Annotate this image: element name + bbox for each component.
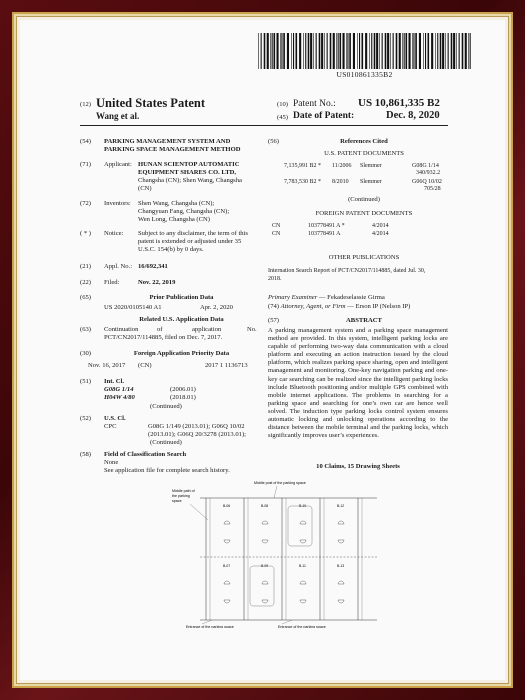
- inventor-short: Wang et al.: [96, 111, 140, 121]
- barcode-bar: [465, 33, 467, 69]
- other-pub-line-1: Internation Search Report of PCT/CN2017/114885, dated Jul. 30,: [268, 268, 426, 274]
- barcode-bar: [324, 33, 325, 69]
- barcode-bar: [319, 33, 321, 69]
- barcode-bar: [459, 33, 460, 69]
- slot-label: B-06: [223, 504, 231, 508]
- barcode-bar: [470, 33, 471, 69]
- references-heading: References Cited: [340, 138, 388, 145]
- barcode-bar: [385, 33, 387, 69]
- attorney-label: Attorney, Agent, or Firm: [280, 303, 346, 310]
- examiner-label: Primary Examiner: [268, 294, 318, 301]
- parking-lock: [224, 581, 230, 584]
- barcode-bar: [296, 33, 298, 69]
- barcode-bar: [340, 33, 342, 69]
- barcode-bar: [281, 33, 282, 69]
- barcode-bar: [349, 33, 351, 69]
- barcode-bar: [423, 33, 424, 69]
- claims-summary: 10 Claims, 15 Drawing Sheets: [316, 463, 400, 470]
- barcode-bar: [264, 33, 266, 69]
- parking-lock: [262, 600, 268, 603]
- parking-lock: [262, 521, 268, 524]
- filed-label: Filed:: [104, 279, 120, 286]
- appl-number: 16/692,341: [138, 263, 168, 270]
- foreign-ref-2-country: CN: [272, 231, 281, 237]
- barcode-bar: [390, 33, 391, 69]
- barcode: [258, 33, 471, 69]
- num-57: (57): [268, 317, 279, 324]
- barcode-bar: [437, 33, 438, 69]
- cpc-line-1: G08G 1/149 (2013.01); G06Q 10/02: [148, 423, 245, 430]
- barcode-bar: [293, 33, 294, 69]
- barcode-bar: [299, 33, 301, 69]
- num-58: (58): [80, 451, 91, 458]
- barcode-bar: [305, 33, 306, 69]
- foreign-date: Nov. 16, 2017: [88, 362, 126, 369]
- abstract-heading: ABSTRACT: [346, 317, 382, 324]
- num-21: (21): [80, 263, 91, 270]
- notice-line-3: U.S.C. 154(b) by 0 days.: [138, 246, 204, 253]
- continuation-word-4: No.: [247, 326, 257, 333]
- barcode-bar: [359, 33, 360, 69]
- barcode-bar: [274, 33, 276, 69]
- inventor-2: Changyuan Fang, Changsha (CN);: [138, 208, 230, 215]
- slot-label: B-11: [299, 564, 306, 568]
- us-ref-1-date: 11/2006: [332, 163, 352, 169]
- parking-lock: [300, 581, 306, 584]
- barcode-bar: [321, 33, 323, 69]
- foreign-app-number: 2017 1 1136713: [205, 362, 248, 369]
- entrance-leader: [282, 620, 292, 624]
- barcode-bar: [425, 33, 426, 69]
- parking-lock: [338, 600, 344, 603]
- inventors-label: Inventors:: [104, 200, 131, 207]
- int-cl-1: G08G 1/14: [104, 386, 134, 393]
- barcode-bar: [258, 33, 259, 69]
- us-ref-1-class: G08G 1/14: [412, 163, 439, 169]
- barcode-bar: [396, 33, 398, 69]
- barcode-bar: [462, 33, 464, 69]
- barcode-bar: [338, 33, 339, 69]
- us-ref-2-subclass: 705/28: [424, 186, 441, 192]
- barcode-bar: [468, 33, 469, 69]
- us-ref-2-date: 8/2010: [332, 179, 349, 185]
- diagram-left-label-1: Middle path of: [172, 489, 195, 493]
- num-72: (72): [80, 200, 91, 207]
- barcode-bar: [291, 33, 292, 69]
- slot-label: B-10: [299, 504, 307, 508]
- barcode-bar: [376, 33, 378, 69]
- parking-lock: [224, 540, 230, 543]
- parking-diagram: [172, 478, 382, 628]
- barcode-bar: [440, 33, 442, 69]
- barcode-bar: [413, 33, 414, 69]
- num-71: (71): [80, 161, 91, 168]
- field-search-heading: Field of Classification Search: [104, 451, 187, 458]
- parking-lock: [338, 581, 344, 584]
- barcode-bar: [267, 33, 269, 69]
- parking-lock: [338, 540, 344, 543]
- barcode-bar: [303, 33, 304, 69]
- barcode-bar: [435, 33, 436, 69]
- barcode-bar: [313, 33, 314, 69]
- parking-lock: [300, 540, 306, 543]
- num-45: (45): [277, 114, 288, 121]
- title-line-1: PARKING MANAGEMENT SYSTEM AND: [104, 138, 231, 145]
- barcode-bar: [393, 33, 394, 69]
- barcode-number: US010861335B2: [336, 70, 393, 79]
- continuation-line-2: PCT/CN2017/114885, filed on Dec. 7, 2017.: [104, 334, 223, 341]
- barcode-bar: [451, 33, 453, 69]
- us-cl-continued: (Continued): [150, 439, 182, 446]
- barcode-bar: [316, 33, 317, 69]
- us-refs-continued: (Continued): [348, 196, 380, 203]
- barcode-bar: [277, 33, 279, 69]
- inventor-3: Wen Long, Changsha (CN): [138, 216, 210, 223]
- foreign-ref-2-date: 4/2014: [372, 231, 389, 237]
- barcode-bar: [382, 33, 383, 69]
- barcode-bar: [310, 33, 312, 69]
- prior-pub-number: US 2020/0105140 A1: [104, 304, 162, 311]
- us-ref-2-name: Slemmer: [360, 179, 382, 185]
- barcode-bar: [333, 33, 335, 69]
- top-label-leader: [274, 486, 277, 498]
- parking-lock: [262, 540, 268, 543]
- foreign-docs-heading: FOREIGN PATENT DOCUMENTS: [315, 210, 413, 217]
- barcode-bar: [445, 33, 446, 69]
- num-52: (52): [80, 415, 91, 422]
- left-label-leader: [190, 504, 208, 520]
- us-ref-1-subclass: 340/932.2: [416, 170, 441, 176]
- num-notice: ( * ): [80, 230, 91, 237]
- int-cl-continued: (Continued): [150, 403, 182, 410]
- applicant-line-2: EQUIPMENT SHARES CO. LTD,: [138, 169, 237, 176]
- slot-label: B-08: [261, 504, 269, 508]
- cpc-line-2: (2013.01); G06Q 20/3278 (2013.01);: [148, 431, 246, 438]
- foreign-country: (CN): [138, 362, 152, 369]
- num-12: (12): [80, 101, 91, 108]
- num-30: (30): [80, 350, 91, 357]
- examiner-name: — Fekadeselassie Girma: [317, 294, 385, 301]
- barcode-bar: [431, 33, 433, 69]
- barcode-bar: [346, 33, 347, 69]
- other-pub-line-2: 2018.: [268, 276, 282, 282]
- related-heading: Related U.S. Application Data: [139, 316, 224, 323]
- parking-lock: [262, 581, 268, 584]
- num-74: (74): [268, 303, 279, 310]
- parking-lock: [224, 600, 230, 603]
- foreign-ref-1-number: 103778491 A *: [308, 223, 345, 229]
- num-65: (65): [80, 294, 91, 301]
- diagram-bottom-right: Entrance of the parking space: [278, 625, 326, 628]
- barcode-bar: [453, 33, 455, 69]
- abstract-text: A parking management system and a parking space management method are provided. In this system, intelligent parking locks are capable of performing two-way data communication with a cloud platform and executing an action instruction issued by the cloud platform, which realizes parking space sharing, open and intelligent management and monitoring. One-key navigation parking and one-key car searching can be realized since the intelligent parking locks include Bluetooth positioning and/or multiple GPS combined with mobile internet applications. The problems in searching for a parking space and searching for one’s own car are hence well solved. The induction type parking locks control system ensures automatic locking and unlocking operations according to the distance between the mobile terminal and the parking locks, which significantly improves user’s experiences.: [268, 327, 448, 440]
- notice-line-1: Subject to any disclaimer, the term of this: [138, 230, 248, 237]
- applicant-line-1: HUNAN SCIENTOP AUTOMATIC: [138, 161, 240, 168]
- num-51: (51): [80, 378, 91, 385]
- num-56: (56): [268, 138, 279, 145]
- int-cl-1-date: (2006.01): [170, 386, 196, 393]
- slot-label: B-12: [337, 504, 345, 508]
- continuation-word-1: Continuation: [104, 326, 139, 333]
- barcode-bar: [402, 33, 403, 69]
- us-ref-2-class: G06Q 10/02: [412, 179, 442, 185]
- barcode-bar: [280, 33, 281, 69]
- barcode-bar: [353, 33, 355, 69]
- barcode-bar: [428, 33, 430, 69]
- diagram-bottom-left: Entrance of the parking space: [186, 625, 234, 628]
- barcode-bar: [371, 33, 372, 69]
- parking-slots: [200, 498, 377, 624]
- parking-lock: [300, 600, 306, 603]
- barcode-bar: [287, 33, 289, 69]
- header-rule: [80, 125, 448, 126]
- applicant-line-4: (CN): [138, 185, 152, 192]
- barcode-bar: [412, 33, 413, 69]
- continuation-word-2: of: [157, 326, 163, 333]
- barcode-bar: [362, 33, 364, 69]
- int-cl-label: Int. Cl.: [104, 378, 124, 385]
- barcode-bar: [327, 33, 328, 69]
- barcode-bar: [270, 33, 271, 69]
- slot-label: B-13: [337, 564, 345, 568]
- barcode-bar: [415, 33, 417, 69]
- barcode-bar: [456, 33, 457, 69]
- diagram-left-label-3: space: [172, 499, 182, 503]
- num-54: (54): [80, 138, 91, 145]
- examiner-line: [268, 294, 385, 302]
- barcode-bar: [261, 33, 262, 69]
- us-cl-label: U.S. Cl.: [104, 415, 126, 422]
- patent-kind: United States Patent: [96, 96, 206, 110]
- foreign-ref-1-date: 4/2014: [372, 223, 389, 229]
- barcode-bar: [308, 33, 310, 69]
- patent-number: US 10,861,335 B2: [358, 97, 440, 109]
- attorney-name: — Erson IP (Nelson IP): [345, 303, 411, 310]
- foreign-priority-heading: Foreign Application Priority Data: [133, 350, 230, 357]
- attorney-line: [268, 303, 410, 311]
- prior-pub-heading: Prior Publication Data: [149, 294, 214, 301]
- barcode-bar: [343, 33, 345, 69]
- barcode-bar: [387, 33, 389, 69]
- patent-date: Dec. 8, 2020: [386, 110, 440, 121]
- barcode-bar: [419, 33, 421, 69]
- barcode-bar: [283, 33, 285, 69]
- int-cl-2-date: (2018.01): [170, 394, 196, 401]
- int-cl-2: H04W 4/80: [104, 394, 135, 401]
- foreign-ref-1-country: CN: [272, 223, 281, 229]
- barcode-bar: [409, 33, 411, 69]
- barcode-bar: [374, 33, 376, 69]
- barcode-bar: [404, 33, 405, 69]
- appl-label: Appl. No.:: [104, 263, 133, 270]
- diagram-left-label-2: the parking: [172, 494, 190, 498]
- patent-no-label: Patent No.:: [293, 99, 336, 109]
- field-search-note: See application file for complete search history.: [104, 467, 230, 474]
- continuation-word-3: application: [192, 326, 222, 333]
- num-22: (22): [80, 279, 91, 286]
- barcode-bar: [406, 33, 408, 69]
- applicant-label: Applicant:: [104, 161, 132, 168]
- entrance-leader: [202, 620, 212, 624]
- barcode-bar: [379, 33, 380, 69]
- notice-label: Notice:: [104, 230, 124, 237]
- num-63: (63): [80, 326, 91, 333]
- barcode-bar: [272, 33, 273, 69]
- parking-lock: [338, 521, 344, 524]
- field-search-none: None: [104, 459, 119, 466]
- us-ref-1-number: 7,135,991 B2 *: [284, 163, 322, 169]
- parking-lock: [300, 521, 306, 524]
- barcode-bar: [347, 33, 348, 69]
- filed-date: Nov. 22, 2019: [138, 279, 176, 286]
- barcode-bar: [357, 33, 358, 69]
- us-ref-1-name: Slemmer: [360, 163, 382, 169]
- date-label: Date of Patent:: [293, 111, 355, 121]
- slot-label: B-09: [261, 564, 269, 568]
- barcode-bar: [365, 33, 367, 69]
- us-patent-docs-heading: U.S. PATENT DOCUMENTS: [324, 150, 404, 157]
- foreign-ref-2-number: 103778491 A: [308, 231, 341, 237]
- title-line-2: PARKING SPACE MANAGEMENT METHOD: [104, 146, 241, 153]
- prior-pub-date: Apr. 2, 2020: [200, 304, 233, 311]
- notice-line-2: patent is extended or adjusted under 35: [138, 238, 242, 245]
- other-pubs-heading: OTHER PUBLICATIONS: [328, 254, 400, 261]
- us-ref-2-number: 7,783,530 B2 *: [284, 179, 322, 185]
- slot-label: B-07: [223, 564, 231, 568]
- barcode-bar: [442, 33, 444, 69]
- applicant-line-3: Changsha (CN); Shen Wang, Changsha: [138, 177, 242, 184]
- num-10: (10): [277, 101, 288, 108]
- cpc-label: CPC: [104, 423, 117, 430]
- inventor-1: Shen Wang, Changsha (CN);: [138, 200, 215, 207]
- barcode-bar: [330, 33, 332, 69]
- diagram-top-label: Middle post of the parking space: [254, 481, 306, 485]
- parking-lock: [224, 521, 230, 524]
- barcode-bar: [399, 33, 401, 69]
- barcode-bar: [336, 33, 337, 69]
- barcode-bar: [448, 33, 449, 69]
- barcode-bar: [369, 33, 370, 69]
